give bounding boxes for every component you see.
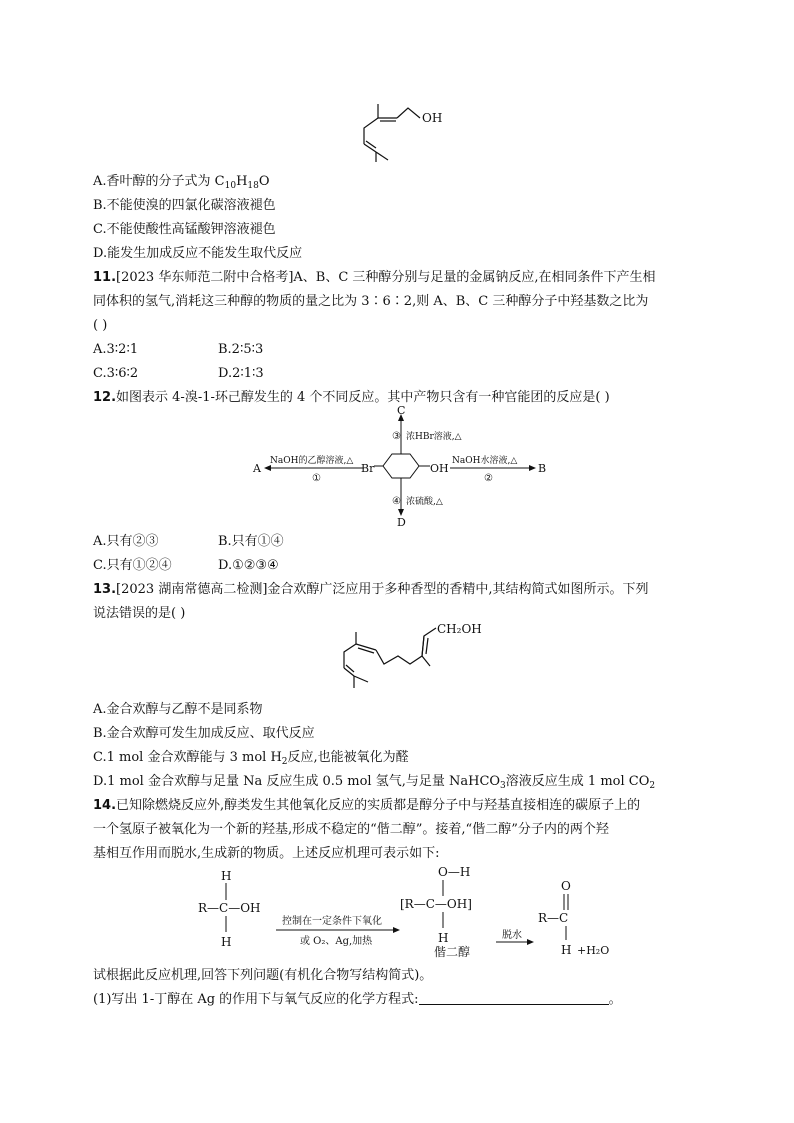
oxidation-condition: 控制在一定条件下氧化 bbox=[282, 916, 382, 927]
reaction-3-condition: 浓HBr溶液,△ bbox=[406, 432, 462, 442]
q13-option-b: B.金合欢醇可发生加成反应、取代反应 bbox=[93, 726, 315, 741]
q13-line2: 说法错误的是( ) bbox=[93, 606, 186, 621]
q14-line4: 试根据此反应机理,回答下列问题(有机化合物写结构简式)。 bbox=[93, 968, 433, 983]
product-b: B bbox=[538, 462, 547, 475]
farnesol-structure bbox=[340, 624, 490, 694]
product-d: D bbox=[397, 516, 406, 529]
q12-stem: 12.如图表示 4-溴-1-环己醇发生的 4 个不同反应。其中产物只含有一种官能团的反应是( ) bbox=[93, 390, 610, 405]
q11-option-a: A.3∶2∶1 bbox=[93, 342, 139, 357]
q14-line2: 一个氢原子被氧化为一个新的羟基,形成不稳定的“偕二醇”。接着,“偕二醇”分子内的两个羟 bbox=[93, 822, 609, 837]
diol-oh-top: O—H bbox=[438, 866, 471, 879]
reaction-2-condition: NaOH水溶液,△ bbox=[452, 456, 518, 466]
reaction-4-number: ④ bbox=[392, 496, 401, 507]
alcohol-h-bottom: H bbox=[221, 935, 232, 949]
q11-option-d: D.2∶1∶3 bbox=[218, 366, 264, 381]
q13-line1: 13.[2023 湖南常德高二检测]金合欢醇广泛应用于多种香型的香精中,其结构简式如图所示。下列 bbox=[93, 582, 649, 597]
q14-line1: 14.已知除燃烧反应外,醇类发生其他氧化反应的实质都是醇分子中与羟基直接相连的碳原子上的 bbox=[93, 798, 641, 813]
q11-number: 11. bbox=[93, 270, 117, 285]
reaction-4-condition: 浓硫酸,△ bbox=[406, 497, 443, 507]
q12-option-b: B.只有①④ bbox=[218, 534, 284, 549]
q10-option-c: C.不能使酸性高锰酸钾溶液褪色 bbox=[93, 222, 276, 237]
q12-number: 12. bbox=[93, 390, 117, 405]
geraniol-structure bbox=[340, 94, 470, 166]
diol-core: [R—C—OH] bbox=[400, 897, 472, 911]
oh-label: OH bbox=[430, 462, 449, 475]
diol-h-bottom: H bbox=[438, 931, 449, 945]
q13-option-a: A.金合欢醇与乙醇不是同系物 bbox=[93, 702, 263, 717]
reaction-2-number: ② bbox=[484, 473, 493, 484]
aldehyde-h: H bbox=[561, 943, 572, 957]
q14-sub1: (1)写出 1-丁醇在 Ag 的作用下与氧气反应的化学方程式: 。 bbox=[93, 992, 622, 1007]
q14-number: 14. bbox=[93, 798, 117, 813]
alcohol-core: R—C—OH bbox=[198, 901, 261, 915]
reaction-1-number: ① bbox=[312, 473, 321, 484]
aldehyde-o: O bbox=[561, 879, 571, 893]
q11-option-c: C.3∶6∶2 bbox=[93, 366, 139, 381]
gem-diol-name: 偕二醇 bbox=[434, 945, 471, 959]
ch2oh-label: CH₂OH bbox=[437, 624, 482, 636]
oxidation-mechanism-scheme bbox=[190, 866, 620, 962]
answer-blank[interactable] bbox=[419, 992, 609, 1005]
q12-option-c: C.只有①②④ bbox=[93, 558, 172, 573]
q13-option-c: C.1 mol 金合欢醇能与 3 mol $H_2$反应,也能被氧化为醛 bbox=[93, 750, 409, 767]
q11-line3: ( ) bbox=[93, 318, 108, 333]
q14-line3: 基相互作用而脱水,生成新的物质。上述反应机理可表示如下: bbox=[93, 846, 440, 861]
dehydration-label: 脱水 bbox=[502, 930, 522, 941]
br-label: Br bbox=[361, 462, 375, 475]
q13-option-d: D.1 mol 金合欢醇与足量 Na 反应生成 0.5 mol 氢气,与足量 NaHCO$_3$溶液反应生成 1 mol $CO_2$ bbox=[93, 774, 656, 791]
q11-option-b: B.2∶5∶3 bbox=[218, 342, 264, 357]
q10-option-d: D.能发生加成反应不能发生取代反应 bbox=[93, 246, 303, 261]
q11-line1: 11.[2023 华东师范二附中合格考]A、B、C 三种醇分别与足量的金属钠反应,在相同条件下产生相 bbox=[93, 270, 656, 285]
reaction-3-number: ③ bbox=[392, 431, 401, 442]
water-product: +H₂O bbox=[577, 944, 610, 957]
product-a: A bbox=[253, 462, 261, 475]
product-c: C bbox=[397, 404, 406, 417]
oxidation-condition-alt: 或 O₂、Ag,加热 bbox=[300, 936, 373, 947]
q10-option-a: A.香叶醇的分子式为 $C_{10}H_{18}O$ bbox=[93, 174, 270, 191]
aldehyde-core: R—C bbox=[538, 911, 569, 925]
oh-label: OH bbox=[422, 111, 443, 125]
q11-line2: 同体积的氢气,消耗这三种醇的物质的量之比为 3∶6∶2,则 A、B、C 三种醇分子中羟基数之比为 bbox=[93, 294, 649, 309]
alcohol-h-top: H bbox=[221, 869, 232, 883]
q12-option-d: D.①②③④ bbox=[218, 558, 279, 573]
q13-number: 13. bbox=[93, 582, 117, 597]
q12-reaction-diagram bbox=[240, 404, 560, 530]
q12-option-a: A.只有②③ bbox=[93, 534, 159, 549]
q10-option-b: B.不能使溴的四氯化碳溶液褪色 bbox=[93, 198, 276, 213]
reaction-1-condition: NaOH的乙醇溶液,△ bbox=[270, 456, 354, 466]
